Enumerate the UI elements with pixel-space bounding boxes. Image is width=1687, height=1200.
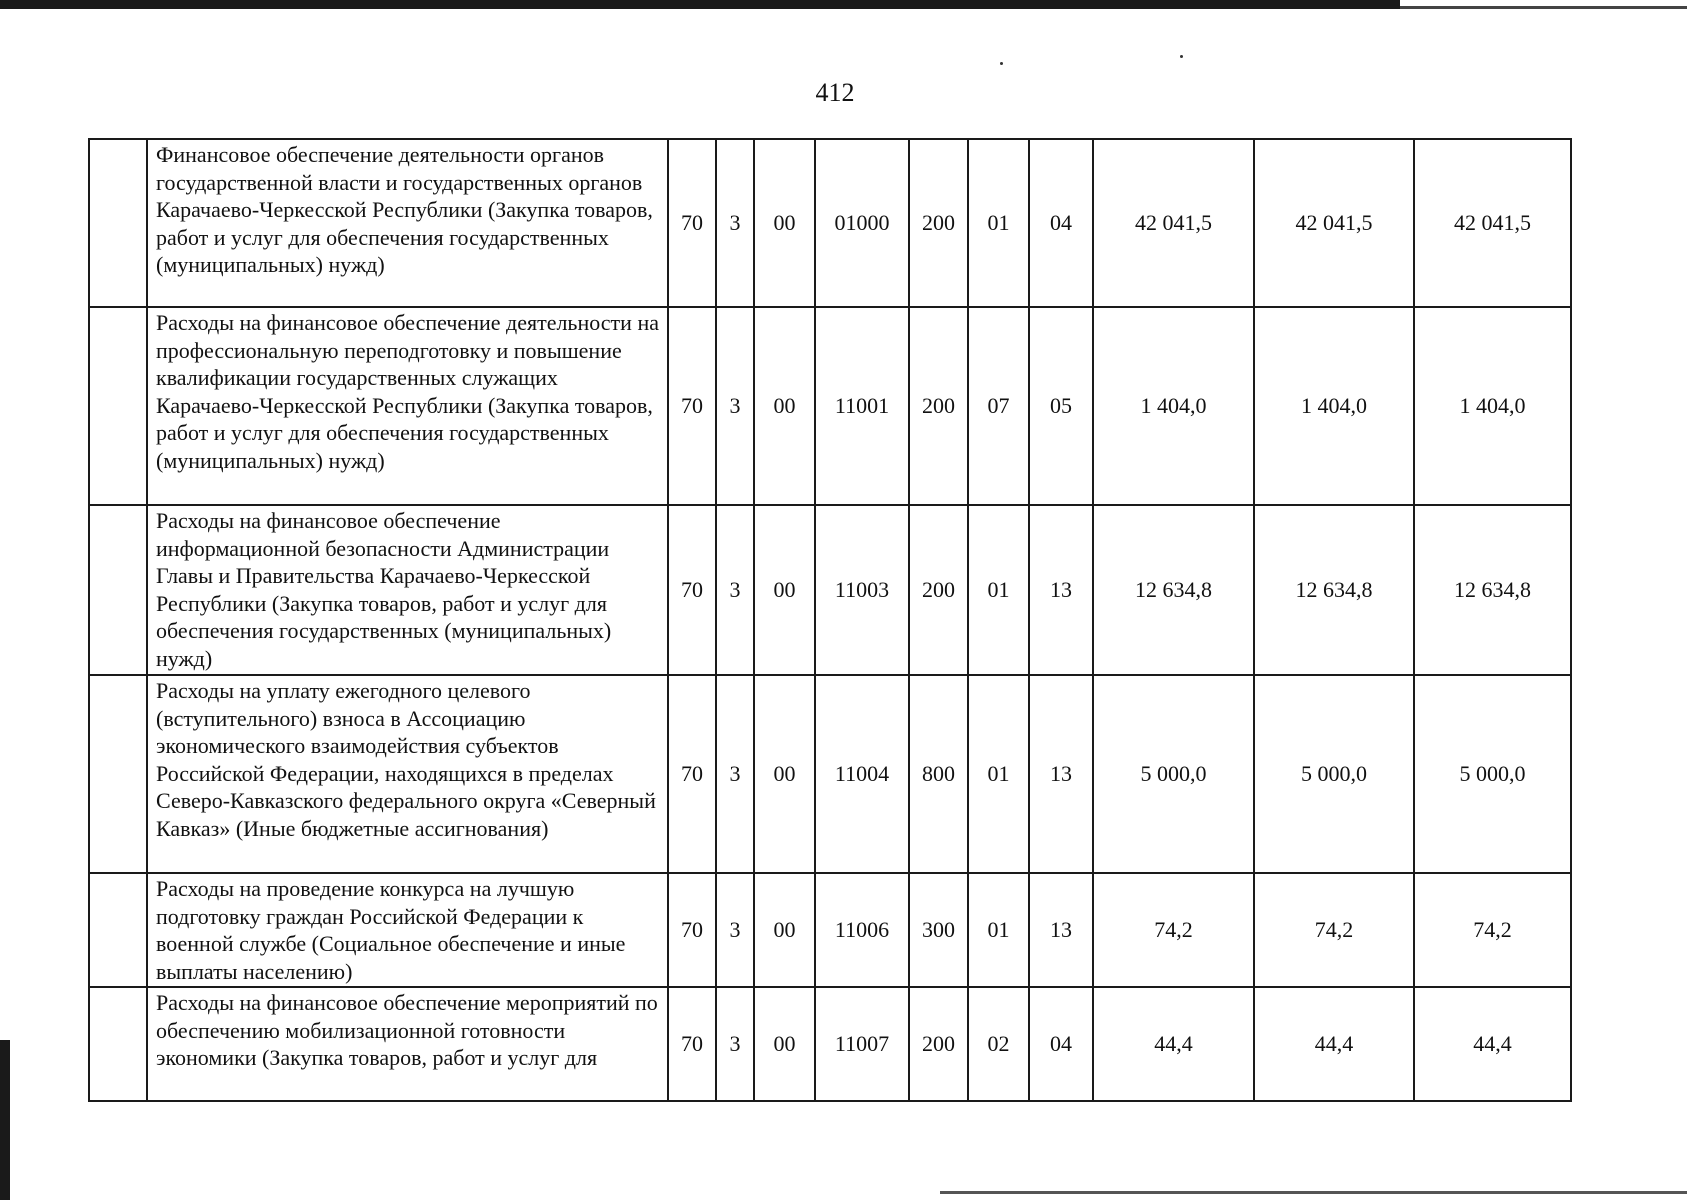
amount-cell: 12 634,8 <box>1254 505 1414 675</box>
amount-cell: 74,2 <box>1093 873 1254 987</box>
amount-cell: 5 000,0 <box>1254 675 1414 873</box>
code-cell: 05 <box>1029 307 1093 505</box>
amount-cell: 1 404,0 <box>1254 307 1414 505</box>
code-cell: 11003 <box>815 505 909 675</box>
row-index-cell <box>89 307 147 505</box>
amount-cell: 5 000,0 <box>1414 675 1571 873</box>
code-cell: 70 <box>668 307 716 505</box>
code-cell: 00 <box>754 139 815 307</box>
amount-cell: 42 041,5 <box>1414 139 1571 307</box>
table-row <box>89 675 1571 873</box>
amount-cell: 12 634,8 <box>1093 505 1254 675</box>
row-description: Расходы на финансовое обеспечение информационной безопасности Администрации Главы и Правительства Карачаево-Черкесской Республики (Закупка товаров, работ и услуг для обеспечения государственных (муниципальных) нужд) <box>147 505 668 675</box>
scan-bottom-edge <box>940 1191 1687 1194</box>
code-cell: 13 <box>1029 675 1093 873</box>
code-cell: 3 <box>716 675 754 873</box>
code-cell: 800 <box>909 675 968 873</box>
code-cell: 3 <box>716 139 754 307</box>
code-cell: 00 <box>754 505 815 675</box>
page-number: 412 <box>815 78 855 107</box>
row-description: Расходы на финансовое обеспечение мероприятий по обеспечению мобилизационной готовности экономики (Закупка товаров, работ и услуг для <box>147 987 668 1101</box>
table-row <box>89 873 1571 987</box>
scan-left-edge <box>0 1040 10 1200</box>
amount-cell: 12 634,8 <box>1414 505 1571 675</box>
code-cell: 200 <box>909 987 968 1101</box>
code-cell: 200 <box>909 139 968 307</box>
row-description: Расходы на уплату ежегодного целевого (вступительного) взноса в Ассоциацию экономического взаимодействия субъектов Российской Федерации, находящихся в пределах Северо-Кавказского федерального округа «Северный Кавказ» (Иные бюджетные ассигнования) <box>147 675 668 873</box>
amount-cell: 42 041,5 <box>1093 139 1254 307</box>
code-cell: 00 <box>754 307 815 505</box>
table-row <box>89 987 1571 1101</box>
code-cell: 200 <box>909 505 968 675</box>
code-cell: 01 <box>968 873 1029 987</box>
amount-cell: 5 000,0 <box>1093 675 1254 873</box>
code-cell: 11004 <box>815 675 909 873</box>
code-cell: 300 <box>909 873 968 987</box>
amount-cell: 74,2 <box>1254 873 1414 987</box>
scan-top-edge <box>0 0 1400 9</box>
code-cell: 13 <box>1029 505 1093 675</box>
code-cell: 11007 <box>815 987 909 1101</box>
row-index-cell <box>89 675 147 873</box>
code-cell: 01 <box>968 505 1029 675</box>
code-cell: 00 <box>754 675 815 873</box>
row-index-cell <box>89 873 147 987</box>
code-cell: 3 <box>716 987 754 1101</box>
row-index-cell <box>89 139 147 307</box>
code-cell: 11006 <box>815 873 909 987</box>
code-cell: 04 <box>1029 139 1093 307</box>
budget-table <box>88 138 1572 1102</box>
code-cell: 07 <box>968 307 1029 505</box>
code-cell: 13 <box>1029 873 1093 987</box>
table-row <box>89 139 1571 307</box>
code-cell: 04 <box>1029 987 1093 1101</box>
code-cell: 70 <box>668 675 716 873</box>
amount-cell: 42 041,5 <box>1254 139 1414 307</box>
scan-speck <box>1180 55 1183 58</box>
code-cell: 200 <box>909 307 968 505</box>
code-cell: 01 <box>968 675 1029 873</box>
code-cell: 70 <box>668 873 716 987</box>
amount-cell: 44,4 <box>1254 987 1414 1101</box>
code-cell: 00 <box>754 987 815 1101</box>
amount-cell: 1 404,0 <box>1414 307 1571 505</box>
code-cell: 3 <box>716 307 754 505</box>
code-cell: 70 <box>668 139 716 307</box>
table-row <box>89 307 1571 505</box>
row-index-cell <box>89 505 147 675</box>
code-cell: 01000 <box>815 139 909 307</box>
code-cell: 02 <box>968 987 1029 1101</box>
amount-cell: 44,4 <box>1093 987 1254 1101</box>
row-index-cell <box>89 987 147 1101</box>
code-cell: 70 <box>668 505 716 675</box>
code-cell: 3 <box>716 873 754 987</box>
code-cell: 70 <box>668 987 716 1101</box>
code-cell: 3 <box>716 505 754 675</box>
row-description: Финансовое обеспечение деятельности органов государственной власти и государственных органов Карачаево-Черкесской Республики (Закупка товаров, работ и услуг для обеспечения государственных (муниципальных) нужд) <box>147 139 668 307</box>
scan-top-edge-thin <box>1400 6 1687 9</box>
code-cell: 11001 <box>815 307 909 505</box>
table-row <box>89 505 1571 675</box>
amount-cell: 1 404,0 <box>1093 307 1254 505</box>
amount-cell: 44,4 <box>1414 987 1571 1101</box>
code-cell: 00 <box>754 873 815 987</box>
row-description: Расходы на проведение конкурса на лучшую подготовку граждан Российской Федерации к военной службе (Социальное обеспечение и иные выплаты населению) <box>147 873 668 987</box>
row-description: Расходы на финансовое обеспечение деятельности на профессиональную переподготовку и повышение квалификации государственных служащих Карачаево-Черкесской Республики (Закупка товаров, работ и услуг для обеспечения государственных (муниципальных) нужд) <box>147 307 668 505</box>
code-cell: 01 <box>968 139 1029 307</box>
amount-cell: 74,2 <box>1414 873 1571 987</box>
scan-speck <box>1000 62 1003 65</box>
